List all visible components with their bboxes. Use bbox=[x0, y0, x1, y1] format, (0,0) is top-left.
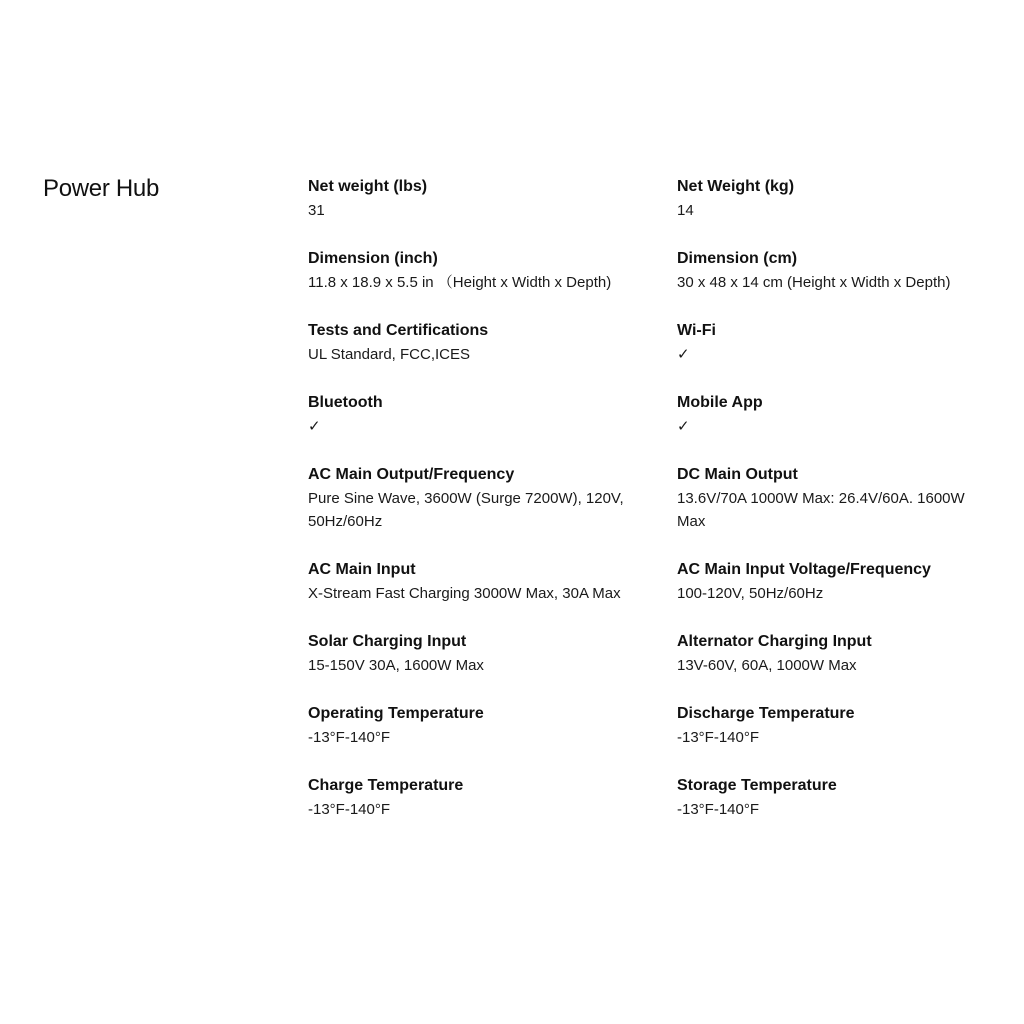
spec-value: 13V-60V, 60A, 1000W Max bbox=[677, 657, 857, 674]
spec-label: AC Main Output/Frequency bbox=[308, 466, 515, 483]
spec-ac-main-input bbox=[308, 559, 677, 605]
spec-value: UL Standard, FCC,ICES bbox=[308, 346, 471, 363]
spec-discharge-temperature bbox=[677, 703, 1008, 749]
spec-solar-charging-input bbox=[308, 631, 677, 677]
spec-bluetooth bbox=[308, 392, 677, 438]
spec-charge-temperature bbox=[308, 775, 677, 821]
spec-net-weight-kg bbox=[677, 176, 1008, 222]
spec-label: Mobile App bbox=[677, 394, 763, 411]
spec-storage-temperature bbox=[677, 775, 1008, 821]
checkmark-icon: ✓ bbox=[308, 417, 321, 435]
spec-label: AC Main Input bbox=[308, 561, 416, 578]
spec-value: 31 bbox=[308, 202, 325, 219]
spec-ac-main-input-voltage bbox=[677, 559, 1008, 605]
spec-operating-temperature bbox=[308, 703, 677, 749]
spec-net-weight-lbs bbox=[308, 176, 677, 222]
spec-value: 15-150V 30A, 1600W Max bbox=[308, 657, 484, 674]
spec-label: Solar Charging Input bbox=[308, 633, 467, 650]
spec-label: Dimension (cm) bbox=[677, 250, 798, 267]
spec-label: Dimension (inch) bbox=[308, 250, 438, 267]
spec-grid bbox=[308, 176, 1008, 847]
spec-value: -13°F-140°F bbox=[308, 801, 391, 818]
spec-value: X-Stream Fast Charging 3000W Max, 30A Max bbox=[308, 585, 621, 602]
spec-label: Tests and Certifications bbox=[308, 322, 489, 339]
spec-value: 14 bbox=[677, 202, 694, 219]
spec-value: 30 x 48 x 14 cm (Height x Width x Depth) bbox=[677, 274, 951, 291]
checkmark-icon: ✓ bbox=[677, 345, 690, 363]
spec-ac-main-output bbox=[308, 464, 677, 533]
product-title: Power Hub bbox=[43, 175, 160, 202]
spec-label: AC Main Input Voltage/Frequency bbox=[677, 561, 931, 578]
spec-label: Net Weight (kg) bbox=[677, 178, 795, 195]
spec-tests-certifications bbox=[308, 320, 677, 366]
spec-label: Storage Temperature bbox=[677, 777, 837, 794]
spec-value: -13°F-140°F bbox=[677, 729, 760, 746]
spec-label: Operating Temperature bbox=[308, 705, 484, 722]
spec-label: Net weight (lbs) bbox=[308, 178, 428, 195]
spec-label: Discharge Temperature bbox=[677, 705, 855, 722]
spec-value: 100-120V, 50Hz/60Hz bbox=[677, 585, 824, 602]
spec-dc-main-output bbox=[677, 464, 1008, 533]
spec-value: 11.8 x 18.9 x 5.5 in （Height x Width x Depth) bbox=[308, 274, 612, 291]
spec-dimension-cm bbox=[677, 248, 1008, 294]
checkmark-icon: ✓ bbox=[677, 417, 690, 435]
spec-alternator-charging-input bbox=[677, 631, 1008, 677]
spec-label: Wi-Fi bbox=[677, 322, 716, 339]
spec-label: Charge Temperature bbox=[308, 777, 464, 794]
spec-value: -13°F-140°F bbox=[308, 729, 391, 746]
spec-wifi bbox=[677, 320, 1008, 366]
spec-label: Alternator Charging Input bbox=[677, 633, 872, 650]
spec-label: Bluetooth bbox=[308, 394, 383, 411]
spec-dimension-inch bbox=[308, 248, 677, 294]
spec-mobile-app bbox=[677, 392, 1008, 438]
spec-value: -13°F-140°F bbox=[677, 801, 760, 818]
spec-value: Pure Sine Wave, 3600W (Surge 7200W), 120V, 50Hz/60Hz bbox=[308, 490, 624, 530]
spec-value: 13.6V/70A 1000W Max: 26.4V/60A. 1600W Max bbox=[677, 490, 965, 530]
spec-label: DC Main Output bbox=[677, 466, 798, 483]
